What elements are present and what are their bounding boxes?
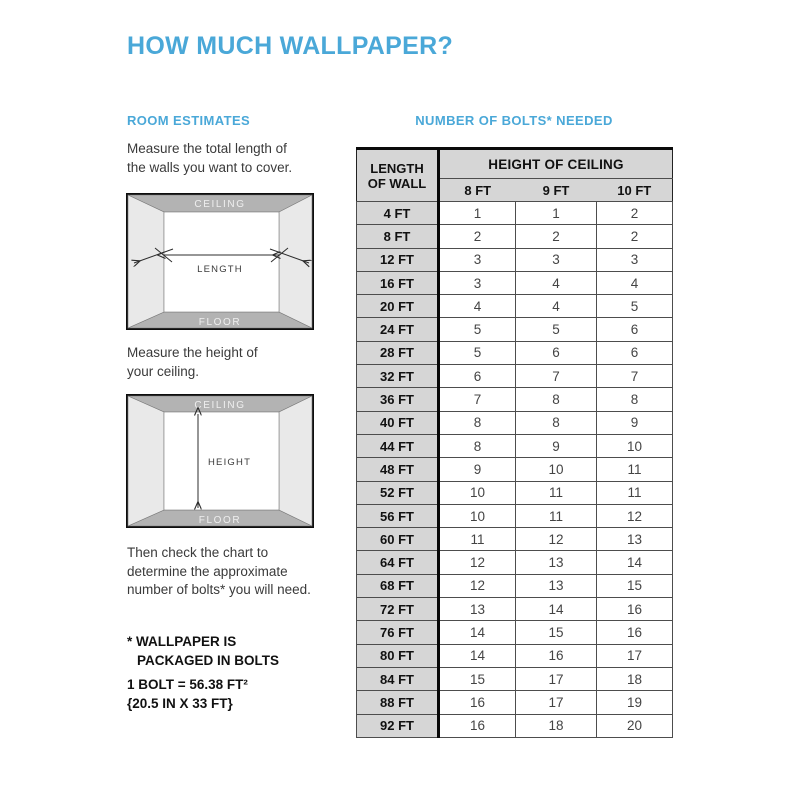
bolt-count-cell: 13 (516, 551, 597, 574)
bolt-count-cell: 10 (516, 458, 597, 481)
bolt-count-cell: 17 (597, 644, 673, 667)
table-row (357, 504, 673, 527)
bolt-count-cell: 8 (439, 411, 516, 434)
bolt-count-cell: 16 (597, 621, 673, 644)
table-row (357, 551, 673, 574)
table-row (357, 644, 673, 667)
bolt-count-cell: 13 (516, 574, 597, 597)
table-row (357, 458, 673, 481)
bolt-count-cell: 17 (516, 691, 597, 714)
wall-length-cell: 32 FT (357, 365, 439, 388)
right-wall-panel (279, 195, 312, 328)
bolt-count-cell: 8 (597, 388, 673, 411)
ceiling-label: CEILING (194, 400, 246, 411)
bolt-count-cell: 2 (516, 225, 597, 248)
bolt-count-cell: 10 (439, 504, 516, 527)
bolt-count-cell: 1 (516, 202, 597, 225)
bolt-spec (127, 675, 248, 713)
bolt-count-cell: 2 (439, 225, 516, 248)
bolt-count-cell: 3 (516, 248, 597, 271)
bolt-count-cell: 5 (439, 318, 516, 341)
table-row (357, 202, 673, 225)
bolts-table-head (357, 149, 673, 202)
table-row (357, 225, 673, 248)
table-row (357, 667, 673, 690)
bolt-count-cell: 15 (516, 621, 597, 644)
table-row (357, 365, 673, 388)
bolt-count-cell: 11 (516, 481, 597, 504)
footnote-line2: PACKAGED IN BOLTS (137, 653, 280, 668)
bolts-needed-heading: NUMBER OF BOLTS* NEEDED (415, 113, 613, 128)
wall-length-cell: 60 FT (357, 528, 439, 551)
bolt-count-cell: 4 (439, 295, 516, 318)
bolts-table-body (357, 202, 673, 738)
step1-instruction (127, 140, 357, 177)
bolt-count-cell: 9 (516, 434, 597, 457)
bolt-count-cell: 9 (597, 411, 673, 434)
bolt-count-cell: 7 (597, 365, 673, 388)
ceiling-label: CEILING (194, 199, 246, 210)
table-row (357, 691, 673, 714)
bolt-count-cell: 7 (439, 388, 516, 411)
wall-length-cell: 40 FT (357, 411, 439, 434)
bolt-count-cell: 12 (516, 528, 597, 551)
bolt-count-cell: 14 (439, 621, 516, 644)
wall-length-cell: 52 FT (357, 481, 439, 504)
length-of-wall-header (357, 149, 439, 202)
left-wall-panel (128, 195, 164, 328)
bolts-table (356, 147, 673, 738)
bolt-count-cell: 2 (597, 202, 673, 225)
bolt-count-cell: 11 (597, 481, 673, 504)
bolt-count-cell: 10 (439, 481, 516, 504)
right-wall-panel (279, 396, 312, 526)
wall-length-cell: 92 FT (357, 714, 439, 737)
length-of-wall-line2: OF WALL (367, 175, 427, 191)
bolts-footnote (127, 632, 279, 670)
height-measure-label: HEIGHT (208, 457, 252, 468)
room-height-diagram (126, 394, 314, 528)
wall-length-cell: 20 FT (357, 295, 439, 318)
step3-line3: number of bolts* you will need. (127, 582, 311, 597)
bolt-count-cell: 15 (439, 667, 516, 690)
bolt-count-cell: 12 (597, 504, 673, 527)
table-row (357, 295, 673, 318)
table-row (357, 714, 673, 737)
bolt-count-cell: 11 (597, 458, 673, 481)
col-header-8ft: 8 FT (439, 179, 516, 202)
table-row (357, 388, 673, 411)
table-row (357, 621, 673, 644)
bolt-count-cell: 14 (597, 551, 673, 574)
bolt-count-cell: 8 (439, 434, 516, 457)
length-measure-label: LENGTH (197, 264, 243, 275)
bolt-count-cell: 3 (597, 248, 673, 271)
bolt-count-cell: 16 (439, 691, 516, 714)
page-title: HOW MUCH WALLPAPER? (127, 32, 454, 60)
wall-length-cell: 28 FT (357, 341, 439, 364)
header-row-1 (357, 149, 673, 179)
wall-length-cell: 48 FT (357, 458, 439, 481)
bolt-count-cell: 5 (597, 295, 673, 318)
wall-length-cell: 4 FT (357, 202, 439, 225)
bolt-count-cell: 11 (516, 504, 597, 527)
bolt-count-cell: 11 (439, 528, 516, 551)
table-row (357, 528, 673, 551)
wall-length-cell: 80 FT (357, 644, 439, 667)
table-row (357, 481, 673, 504)
bolt-spec-line2: {20.5 IN X 33 FT} (127, 696, 233, 711)
bolt-count-cell: 15 (597, 574, 673, 597)
bolt-count-cell: 17 (516, 667, 597, 690)
bolt-count-cell: 16 (439, 714, 516, 737)
wall-length-cell: 84 FT (357, 667, 439, 690)
bolt-count-cell: 6 (516, 341, 597, 364)
bolt-count-cell: 13 (439, 598, 516, 621)
bolt-count-cell: 16 (597, 598, 673, 621)
wall-length-cell: 24 FT (357, 318, 439, 341)
step2-line1: Measure the height of (127, 345, 258, 360)
left-wall-panel (128, 396, 164, 526)
step3-instruction (127, 544, 357, 600)
wall-length-cell: 72 FT (357, 598, 439, 621)
wall-length-cell: 56 FT (357, 504, 439, 527)
length-of-wall-line1: LENGTH (370, 160, 424, 176)
bolt-count-cell: 12 (439, 551, 516, 574)
wall-length-cell: 64 FT (357, 551, 439, 574)
bolt-count-cell: 4 (516, 271, 597, 294)
wall-length-cell: 68 FT (357, 574, 439, 597)
footnote-line1: * WALLPAPER IS (127, 634, 237, 649)
bolt-count-cell: 10 (597, 434, 673, 457)
room-length-diagram (126, 193, 314, 330)
table-row (357, 434, 673, 457)
back-wall-panel (164, 212, 279, 312)
bolt-count-cell: 6 (439, 365, 516, 388)
bolt-count-cell: 4 (516, 295, 597, 318)
bolt-count-cell: 3 (439, 248, 516, 271)
floor-label: FLOOR (198, 515, 242, 526)
bolt-count-cell: 6 (597, 318, 673, 341)
bolt-count-cell: 8 (516, 388, 597, 411)
bolt-count-cell: 16 (516, 644, 597, 667)
wall-length-cell: 44 FT (357, 434, 439, 457)
room-estimates-heading: ROOM ESTIMATES (127, 113, 251, 128)
bolt-count-cell: 3 (439, 271, 516, 294)
bolt-count-cell: 19 (597, 691, 673, 714)
wall-length-cell: 16 FT (357, 271, 439, 294)
step2-instruction (127, 344, 357, 381)
table-row (357, 318, 673, 341)
step1-line1: Measure the total length of (127, 141, 287, 156)
bolt-count-cell: 13 (597, 528, 673, 551)
bolt-count-cell: 4 (597, 271, 673, 294)
bolt-count-cell: 1 (439, 202, 516, 225)
bolt-count-cell: 6 (597, 341, 673, 364)
height-of-ceiling-header: HEIGHT OF CEILING (439, 149, 673, 179)
table-row (357, 411, 673, 434)
bolt-count-cell: 20 (597, 714, 673, 737)
col-header-10ft: 10 FT (597, 179, 673, 202)
bolt-count-cell: 9 (439, 458, 516, 481)
table-row (357, 248, 673, 271)
bolt-count-cell: 8 (516, 411, 597, 434)
wall-length-cell: 88 FT (357, 691, 439, 714)
table-row (357, 598, 673, 621)
table-row (357, 574, 673, 597)
step3-line1: Then check the chart to (127, 545, 269, 560)
bolt-count-cell: 14 (516, 598, 597, 621)
floor-label: FLOOR (198, 317, 242, 328)
col-header-9ft: 9 FT (516, 179, 597, 202)
bolt-count-cell: 18 (516, 714, 597, 737)
bolt-spec-line1: 1 BOLT = 56.38 FT² (127, 677, 248, 692)
bolt-count-cell: 14 (439, 644, 516, 667)
bolt-count-cell: 2 (597, 225, 673, 248)
wall-length-cell: 76 FT (357, 621, 439, 644)
bolt-count-cell: 7 (516, 365, 597, 388)
wall-length-cell: 36 FT (357, 388, 439, 411)
table-row (357, 341, 673, 364)
bolt-count-cell: 5 (516, 318, 597, 341)
wall-length-cell: 8 FT (357, 225, 439, 248)
step2-line2: your ceiling. (127, 363, 200, 379)
step3-line2: determine the approximate (127, 563, 288, 579)
wall-length-cell: 12 FT (357, 248, 439, 271)
bolt-count-cell: 12 (439, 574, 516, 597)
bolt-count-cell: 5 (439, 341, 516, 364)
bolt-count-cell: 18 (597, 667, 673, 690)
step1-line2: the walls you want to cover. (127, 159, 293, 175)
table-row (357, 271, 673, 294)
